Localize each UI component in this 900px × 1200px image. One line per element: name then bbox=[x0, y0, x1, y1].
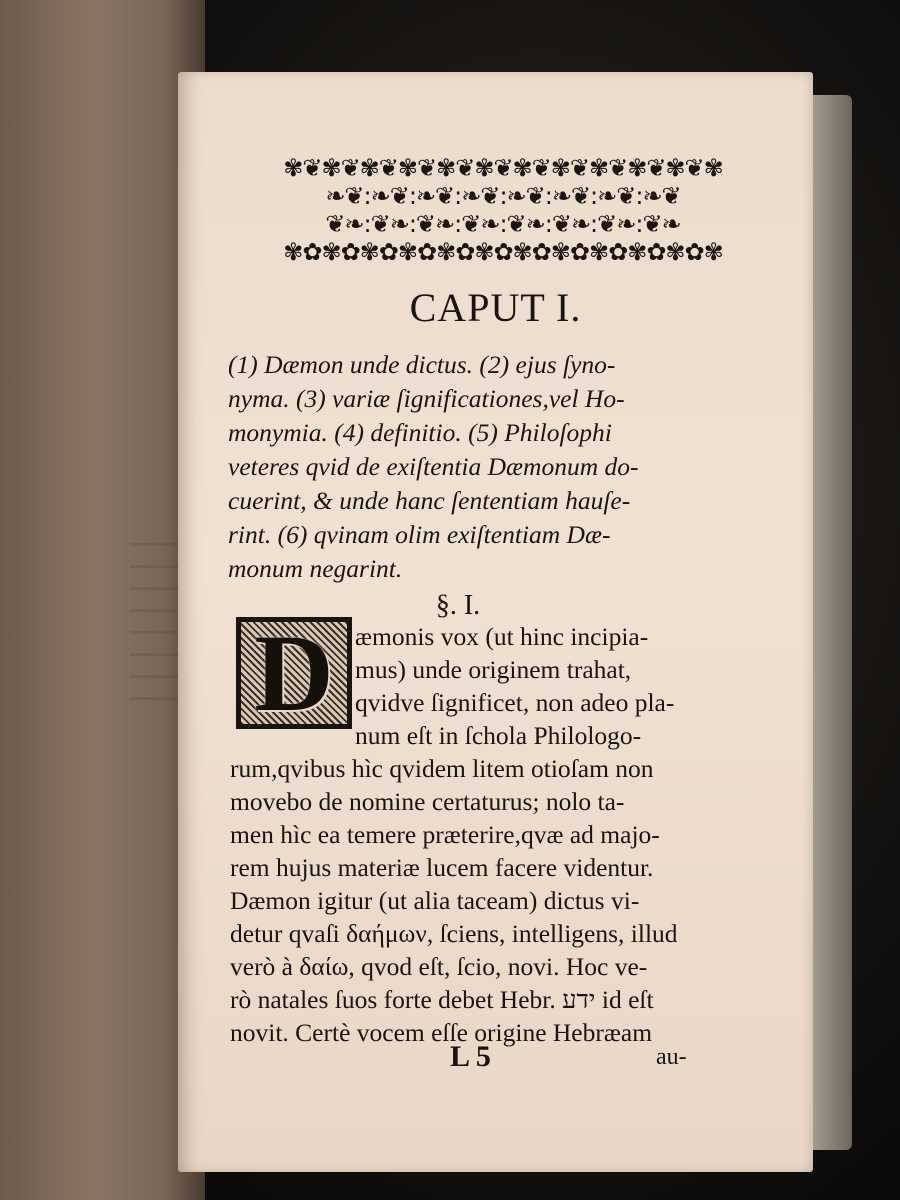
ornament-row: ❧❦:❧❦:❧❦:❧❦:❧❦:❧❦:❧❦:❧❦ bbox=[325, 182, 681, 210]
ornament-row: ✾❦✾❦✾❦✾❦✾❦✾❦✾❦✾❦✾❦✾❦✾❦✾ bbox=[283, 154, 723, 182]
summary-line: monymia. (4) definitio. (5) Philoſophi bbox=[228, 418, 612, 447]
summary-line: nyma. (3) variæ ſignificationes,vel Ho- bbox=[228, 384, 625, 413]
chapter-title: CAPUT I. bbox=[409, 285, 582, 330]
catchword: au- bbox=[656, 1044, 687, 1070]
body-line: mus) unde originem trahat, bbox=[355, 655, 632, 684]
body-line: Dæmon igitur (ut alia taceam) dictus vi- bbox=[230, 886, 640, 915]
summary-line: rint. (6) qvinam olim exiſtentiam Dæ- bbox=[228, 520, 611, 549]
summary-line: veteres qvid de exiſtentia Dæmonum do- bbox=[228, 452, 639, 481]
body-line: æmonis vox (ut hinc incipia- bbox=[355, 622, 649, 651]
initial-letter: D bbox=[254, 612, 334, 734]
body-line: movebo de nomine certaturus; nolo ta- bbox=[230, 787, 625, 816]
body-line: qvidve ſignificet, non adeo pla- bbox=[355, 688, 675, 717]
book-page bbox=[178, 72, 813, 1172]
summary-line: (1) Dæmon unde dictus. (2) ejus ſyno- bbox=[228, 350, 616, 379]
body-line: detur qvaſi δαήμων, ſciens, intelligens, illud bbox=[230, 919, 678, 948]
section-mark: §. I. bbox=[435, 590, 481, 621]
ornament-row: ✾✿✾✿✾✿✾✿✾✿✾✿✾✿✾✿✾✿✾✿✾✿✾ bbox=[283, 238, 723, 266]
summary-line: monum negarint. bbox=[228, 554, 403, 583]
body-line: rem hujus materiæ lucem facere videntur. bbox=[230, 853, 654, 882]
body-line: verò à δαίω, qvod eſt, ſcio, novi. Hoc ve- bbox=[230, 952, 648, 981]
ornamental-headpiece bbox=[253, 154, 753, 266]
body-line: novit. Certè vocem eſſe origine Hebræam bbox=[230, 1018, 653, 1047]
body-text bbox=[230, 620, 775, 1049]
facing-left-page bbox=[0, 0, 205, 1200]
summary-line: cuerint, & unde hanc ſententiam hauſe- bbox=[228, 486, 631, 515]
ornament-row: ❦❧:❦❧:❦❧:❦❧:❦❧:❦❧:❦❧:❦❧ bbox=[325, 210, 681, 238]
body-line: men hìc ea temere prӕterire,qvæ ad majo- bbox=[230, 820, 660, 849]
chapter-summary bbox=[228, 348, 768, 586]
signature-mark: L 5 bbox=[450, 1040, 491, 1073]
body-line: rum,qvibus hìc qvidem litem otioſam non bbox=[230, 754, 654, 783]
body-line: num eſt in ſchola Philologo- bbox=[355, 721, 642, 750]
body-line: rò natales ſuos forte debet Hebr. ידע id eſt bbox=[230, 985, 654, 1014]
